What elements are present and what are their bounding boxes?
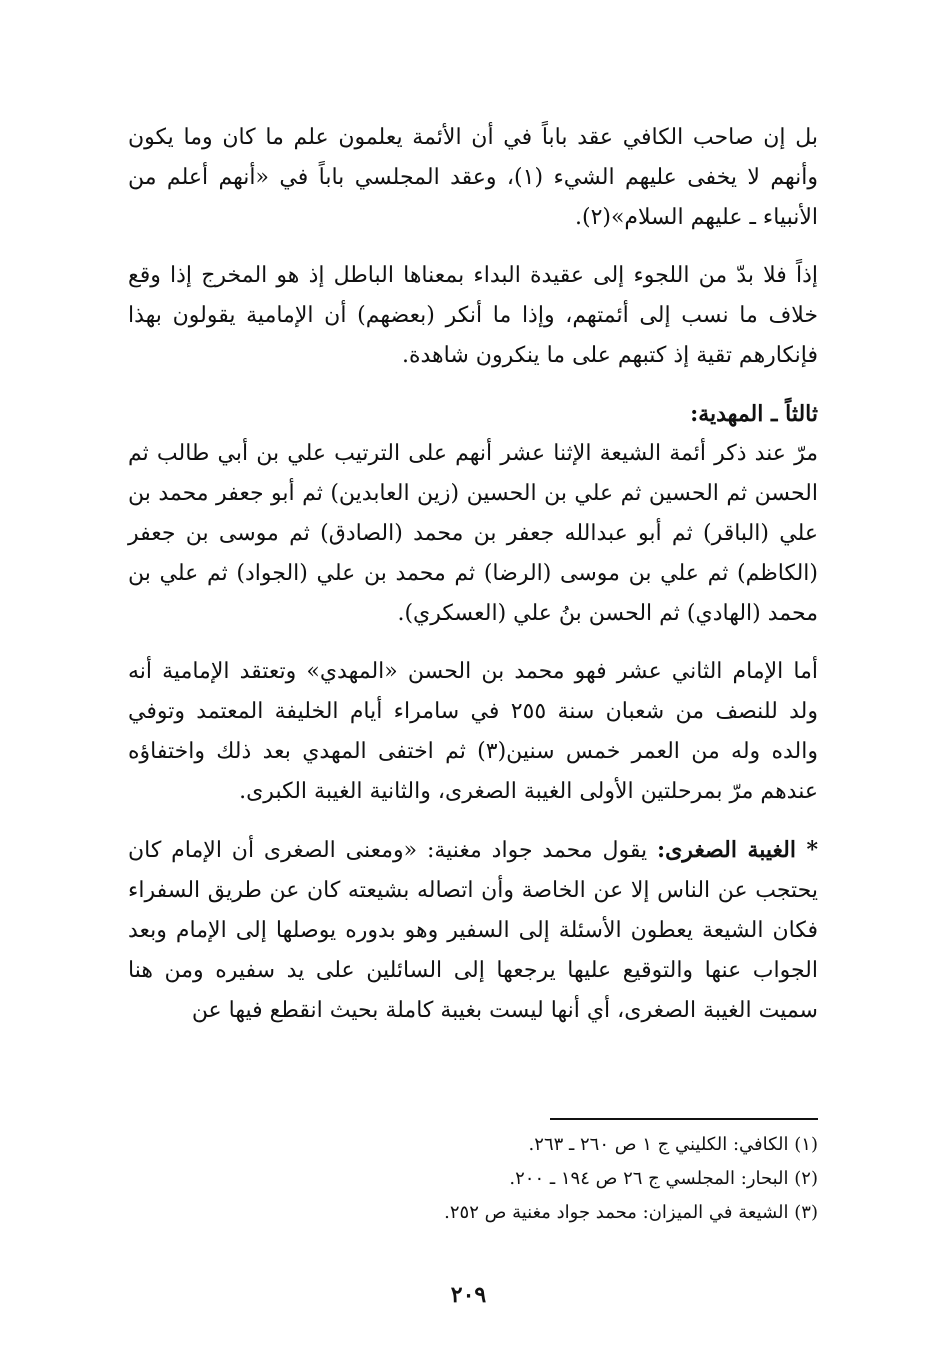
page-body (128, 118, 818, 1049)
paragraph-2: إذاً فلا بدّ من اللجوء إلى عقيدة البداء بمعناها الباطل إذ هو المخرج إذا وقع خلاف ما نسب إلى أئمتهم، وإذا ما أنكر (بعضهم) أن الإمامية يقولون بهذا فإنكارهم تقية إذ كتبهم على ما ينكرون شاهدة. (128, 263, 818, 368)
paragraph-5 (128, 830, 818, 1031)
paragraph-3: مرّ عند ذكر أئمة الشيعة الإثنا عشر أنهم على الترتيب علي بن أبي طالب ثم الحسن ثم الحسين ثم علي بن الحسين (زين العابدين) ثم أبو جعفر محمد بن علي (الباقر) ثم أبو عبدالله جعفر بن محمد (الصادق) ثم موسى بن جعفر (الكاظم) ثم علي بن موسى (الرضا) ثم محمد بن علي (الجواد) ثم علي بن محمد (الهادي) ثم الحسن بنُ علي (العسكري). (128, 441, 818, 626)
paragraph-5-lead: * الغيبة الصغرى: (656, 837, 818, 863)
section-heading: ثالثاً ـ المهدية: (690, 401, 818, 427)
paragraph-4: أما الإمام الثاني عشر فهو محمد بن الحسن «المهدي» وتعتقد الإمامية أنه ولد للنصف من شعبان سنة ٢٥٥ في سامراء أيام الخليفة المعتمد وتوفي والده وله من العمر خمس سنين(٣) ثم اختفى المهدي بعد ذلك واختفاؤه عندهم مرّ بمرحلتين الأولى الغيبة الصغرى، والثانية الغيبة الكبرى. (128, 659, 818, 804)
footnote-2: (٢) البحار: المجلسي ج ٢٦ ص ١٩٤ ـ ٢٠٠. (509, 1168, 818, 1189)
footnote-1: (١) الكافي: الكليني ج ١ ص ٢٦٠ ـ ٢٦٣. (528, 1134, 818, 1155)
footnotes (128, 1128, 818, 1230)
footnote-3: (٣) الشيعة في الميزان: محمد جواد مغنية ص ٢٥٢. (444, 1202, 818, 1223)
footnote-divider (550, 1118, 818, 1120)
paragraph-1: بل إن صاحب الكافي عقد باباً في أن الأئمة يعلمون علم ما كان وما يكون وأنهم لا يخفى عليهم الشيء (١)، وعقد المجلسي باباً في «أنهم أعلم من الأنبياء ـ عليهم السلام»(٢). (128, 125, 818, 230)
paragraph-5-text: يقول محمد جواد مغنية: «ومعنى الصغرى أن الإمام كان يحتجب عن الناس إلا عن الخاصة وأن اتصاله بشيعته كان عن طريق السفراء فكان الشيعة يعطون الأسئلة إلى السفير وهو بدوره يوصلها إلى الإمام وبعد الجواب عنها والتوقيع عليها يرجعها إلى السائلين على يد سفيره ومن هنا سميت الغيبة الصغرى، أي أنها ليست بغيبة كاملة بحيث انقطع فيها عن (128, 838, 818, 1023)
page-number: ٢٠٩ (450, 1282, 487, 1308)
